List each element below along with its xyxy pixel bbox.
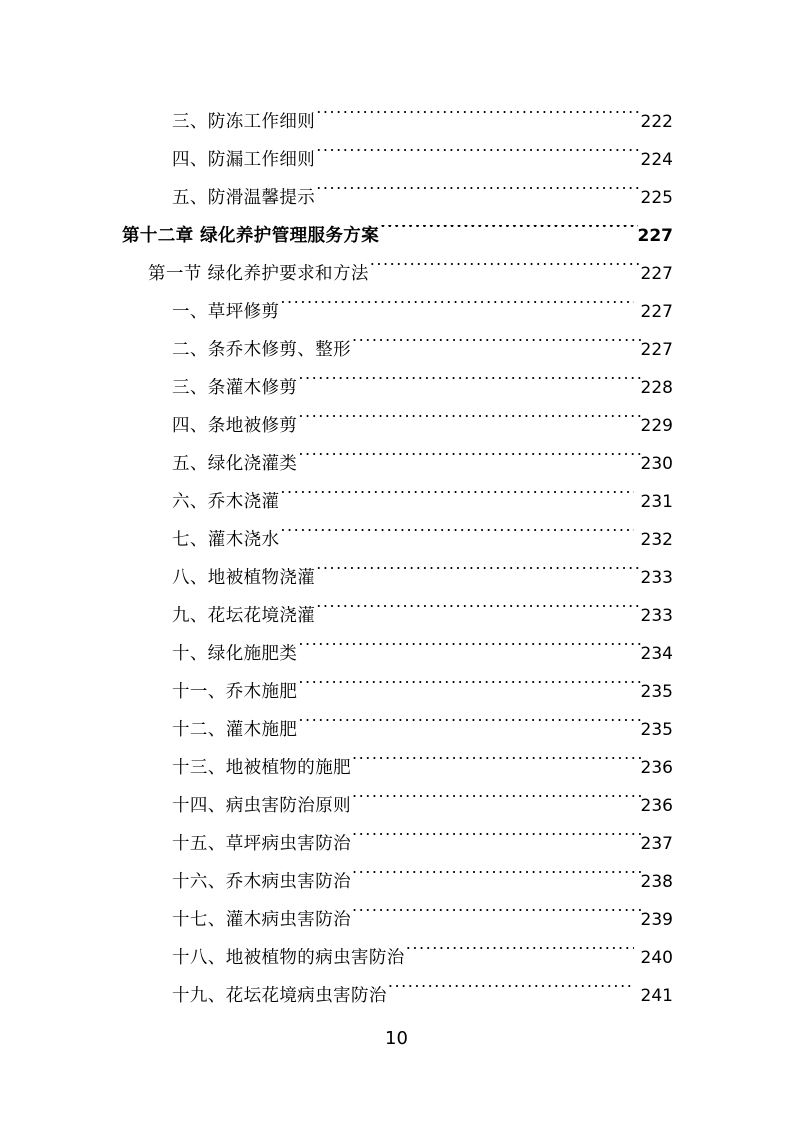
toc-entry-page-number: 241 — [640, 986, 673, 1006]
toc-dot-leader — [316, 149, 640, 165]
toc-dot-leader — [298, 681, 640, 697]
toc-dot-leader — [280, 529, 633, 545]
toc-entry-page-number: 230 — [640, 454, 673, 474]
footer-page-number: 10 — [385, 1028, 408, 1049]
toc-entry-page-number: 225 — [640, 188, 673, 208]
toc-entry-page-number: 238 — [640, 872, 673, 892]
toc-entry-label: 十五、草坪病虫害防治 — [172, 834, 351, 854]
toc-entry-label: 三、防冻工作细则 — [172, 112, 316, 132]
toc-entry-page-number: 224 — [640, 150, 673, 170]
toc-entry-label: 第十二章 绿化养护管理服务方案 — [122, 226, 380, 246]
toc-dot-leader — [352, 339, 641, 355]
toc-entry-label: 十八、地被植物的病虫害防治 — [172, 948, 405, 968]
toc-entry-page-number: 227 — [640, 340, 673, 360]
toc-dot-leader — [388, 985, 634, 1001]
toc-entry[interactable] — [122, 179, 673, 217]
toc-entry[interactable] — [122, 559, 673, 597]
toc-entry-page-number: 227 — [640, 264, 673, 284]
toc-entry-page-number: 234 — [640, 644, 673, 664]
toc-entry-page-number: 235 — [640, 682, 673, 702]
toc-entry-label: 四、条地被修剪 — [172, 416, 298, 436]
toc-entry-label: 一、草坪修剪 — [172, 302, 280, 322]
toc-entry-label: 九、花坛花境浇灌 — [172, 606, 316, 626]
toc-entry[interactable] — [122, 255, 673, 293]
toc-entry[interactable] — [122, 977, 673, 1015]
toc-entry-label: 十七、灌木病虫害防治 — [172, 910, 351, 930]
toc-entry-label: 五、绿化浇灌类 — [172, 454, 298, 474]
toc-entry[interactable] — [122, 521, 673, 559]
toc-dot-leader — [316, 605, 640, 621]
toc-entry-label: 十二、灌木施肥 — [172, 720, 298, 740]
toc-entry-label: 三、条灌木修剪 — [172, 378, 298, 398]
toc-entry-label: 十三、地被植物的施肥 — [172, 758, 351, 778]
toc-entry[interactable] — [122, 293, 673, 331]
toc-dot-leader — [280, 491, 633, 507]
toc-entry[interactable] — [122, 787, 673, 825]
toc-entry-label: 十、绿化施肥类 — [172, 644, 298, 664]
toc-entry-page-number: 227 — [640, 302, 673, 322]
toc-entry-page-number: 240 — [640, 948, 673, 968]
toc-entry[interactable] — [122, 445, 673, 483]
toc-list — [122, 103, 673, 1015]
toc-dot-leader — [352, 757, 641, 773]
toc-entry-page-number: 229 — [640, 416, 673, 436]
toc-entry[interactable] — [122, 673, 673, 711]
toc-entry[interactable] — [122, 901, 673, 939]
toc-entry[interactable] — [122, 825, 673, 863]
toc-entry-page-number: 232 — [640, 530, 673, 550]
toc-entry[interactable] — [122, 749, 673, 787]
toc-entry-label: 十九、花坛花境病虫害防治 — [172, 986, 387, 1006]
toc-entry[interactable] — [122, 331, 673, 369]
toc-entry-label: 十四、病虫害防治原则 — [172, 796, 351, 816]
toc-entry-page-number: 222 — [640, 112, 673, 132]
toc-dot-leader — [316, 187, 640, 203]
toc-entry-page-number: 236 — [640, 758, 673, 778]
toc-dot-leader — [316, 111, 640, 127]
toc-dot-leader — [352, 909, 641, 925]
toc-dot-leader — [298, 643, 640, 659]
toc-entry[interactable] — [122, 369, 673, 407]
toc-entry-label: 十六、乔木病虫害防治 — [172, 872, 351, 892]
toc-entry[interactable] — [122, 217, 673, 255]
toc-entry[interactable] — [122, 597, 673, 635]
toc-entry-page-number: 228 — [640, 378, 673, 398]
toc-entry-label: 六、乔木浇灌 — [172, 492, 280, 512]
toc-entry-page-number: 227 — [637, 226, 673, 246]
toc-entry[interactable] — [122, 103, 673, 141]
toc-entry-page-number: 237 — [640, 834, 673, 854]
toc-entry-page-number: 233 — [640, 606, 673, 626]
toc-entry-page-number: 239 — [640, 910, 673, 930]
toc-dot-leader — [280, 301, 633, 317]
toc-entry-label: 八、地被植物浇灌 — [172, 568, 316, 588]
toc-entry-page-number: 233 — [640, 568, 673, 588]
toc-entry[interactable] — [122, 483, 673, 521]
toc-dot-leader — [298, 377, 640, 393]
toc-entry-page-number: 235 — [640, 720, 673, 740]
toc-dot-leader — [298, 453, 640, 469]
toc-entry[interactable] — [122, 141, 673, 179]
toc-dot-leader — [352, 833, 641, 849]
toc-entry-label: 十一、乔木施肥 — [172, 682, 298, 702]
toc-entry-label: 七、灌木浇水 — [172, 530, 280, 550]
toc-entry-label: 第一节 绿化养护要求和方法 — [148, 264, 369, 284]
toc-entry-label: 五、防滑温馨提示 — [172, 188, 316, 208]
toc-dot-leader — [298, 719, 640, 735]
toc-entry-label: 二、条乔木修剪、整形 — [172, 340, 351, 360]
toc-entry[interactable] — [122, 635, 673, 673]
toc-entry[interactable] — [122, 863, 673, 901]
toc-dot-leader — [380, 225, 637, 241]
toc-entry-page-number: 236 — [640, 796, 673, 816]
toc-dot-leader — [406, 947, 634, 963]
toc-entry-label: 四、防漏工作细则 — [172, 150, 316, 170]
toc-dot-leader — [352, 795, 641, 811]
toc-dot-leader — [370, 263, 641, 279]
toc-dot-leader — [316, 567, 640, 583]
toc-entry[interactable] — [122, 939, 673, 977]
toc-entry[interactable] — [122, 711, 673, 749]
toc-dot-leader — [352, 871, 641, 887]
toc-entry-page-number: 231 — [640, 492, 673, 512]
toc-entry[interactable] — [122, 407, 673, 445]
toc-dot-leader — [298, 415, 640, 431]
